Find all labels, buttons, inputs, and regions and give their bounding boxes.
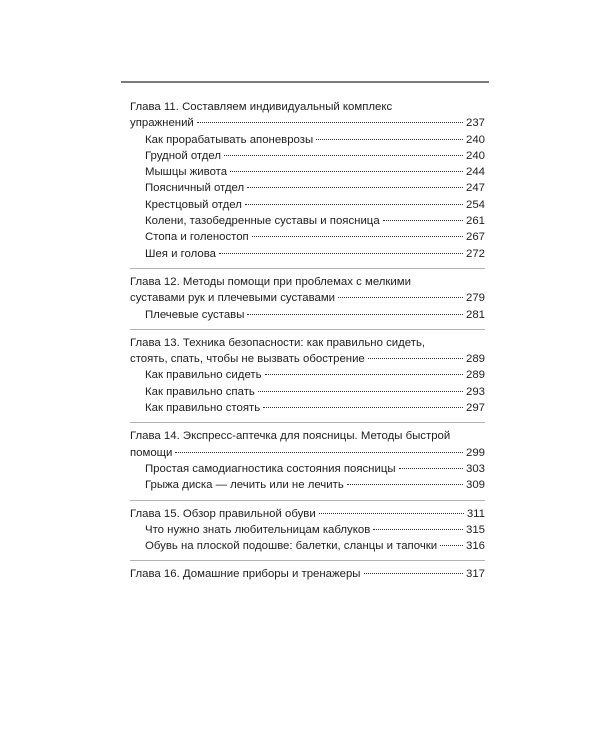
dot-leader <box>338 297 463 298</box>
section-page-number: 247 <box>465 182 485 195</box>
dot-leader <box>265 374 463 375</box>
section-page-number: 297 <box>465 402 485 415</box>
chapter-entry <box>130 566 485 588</box>
table-of-contents <box>130 99 485 594</box>
section-title: Как прорабатывать апоневрозы <box>145 133 314 146</box>
section-entry <box>130 164 485 180</box>
chapter-title-line: Глава 14. Экспресс-аптечка для поясницы. Методы быстрой <box>130 430 451 443</box>
section-title: Поясничный отдел <box>145 182 245 195</box>
chapter-title-row <box>130 566 485 582</box>
chapter-title-row <box>130 115 485 131</box>
dot-leader <box>263 407 463 408</box>
section-page-number: 289 <box>465 369 485 382</box>
chapter-title: упражнений <box>130 117 194 130</box>
section-entry <box>130 400 485 416</box>
section-entry <box>130 180 485 196</box>
dot-leader <box>197 122 463 123</box>
section-entry <box>130 307 485 323</box>
chapter-title: стоять, спать, чтобы не вызвать обострение <box>130 353 365 366</box>
section-entry <box>130 246 485 262</box>
dot-leader <box>347 484 463 485</box>
dot-leader <box>219 253 463 254</box>
section-entry <box>130 229 485 245</box>
section-entry <box>130 132 485 148</box>
section-page-number: 240 <box>465 149 485 162</box>
dot-leader <box>245 204 463 205</box>
section-title: Что нужно знать любительницам каблуков <box>145 523 371 536</box>
chapter-entry <box>130 99 485 269</box>
section-title: Как правильно спать <box>145 385 255 398</box>
section-title: Крестцовый отдел <box>145 198 242 211</box>
section-title: Как правильно сидеть <box>145 369 262 382</box>
section-page-number: 309 <box>465 479 485 492</box>
chapter-title: суставами рук и плечевыми суставами <box>130 292 336 305</box>
dot-leader <box>258 391 463 392</box>
section-entry <box>130 197 485 213</box>
section-title: Как правильно стоять <box>145 402 261 415</box>
top-rule <box>121 81 489 83</box>
section-page-number: 303 <box>465 462 485 475</box>
chapter-entry <box>130 506 485 562</box>
dot-leader <box>252 236 463 237</box>
section-title: Стопа и голеностоп <box>145 231 249 244</box>
section-page-number: 267 <box>465 231 485 244</box>
dot-leader <box>224 155 463 156</box>
chapter-page-number: 289 <box>465 353 485 366</box>
section-title: Мышцы живота <box>145 166 228 179</box>
chapter-title-row <box>130 506 485 522</box>
section-entry <box>130 384 485 400</box>
chapter-title-row <box>130 445 485 461</box>
section-title: Колени, тазобедренные суставы и поясница <box>145 215 380 228</box>
section-title: Грудной отдел <box>145 149 222 162</box>
chapter-title-line: Глава 12. Методы помощи при проблемах с мелкими <box>130 275 411 288</box>
section-page-number: 254 <box>465 198 485 211</box>
chapter-entry <box>130 335 485 423</box>
dot-leader <box>440 545 463 546</box>
chapter-entry <box>130 274 485 330</box>
section-entry <box>130 477 485 493</box>
section-title: Шея и голова <box>145 247 216 260</box>
dot-leader <box>364 573 463 574</box>
chapter-title-line: Глава 11. Составляем индивидуальный комплекс <box>130 101 393 113</box>
section-page-number: 272 <box>465 247 485 260</box>
chapter-page-number: 299 <box>465 446 485 459</box>
section-page-number: 315 <box>465 523 485 536</box>
section-entry <box>130 213 485 229</box>
dot-leader <box>316 139 463 140</box>
section-title: Обувь на плоской подошве: балетки, сланцы и тапочки <box>145 540 438 553</box>
section-title: Простая самодиагностика состояния поясницы <box>145 462 396 475</box>
dot-leader <box>175 452 463 453</box>
dot-leader <box>319 513 464 514</box>
dot-leader <box>368 358 463 359</box>
dot-leader <box>399 468 463 469</box>
section-title: Грыжа диска — лечить или не лечить <box>145 479 344 492</box>
chapter-title: Глава 15. Обзор правильной обуви <box>130 507 316 520</box>
dot-leader <box>230 171 463 172</box>
chapter-page-number: 311 <box>466 507 485 520</box>
chapter-title-line: Глава 13. Техника безопасности: как правильно сидеть, <box>130 336 426 349</box>
chapter-title: Глава 16. Домашние приборы и тренажеры <box>130 568 361 581</box>
dot-leader <box>373 529 463 530</box>
dot-leader <box>383 220 463 221</box>
section-entry <box>130 367 485 383</box>
section-entry <box>130 522 485 538</box>
section-entry <box>130 148 485 164</box>
section-page-number: 316 <box>465 540 485 553</box>
section-page-number: 281 <box>465 308 485 321</box>
dot-leader <box>247 314 463 315</box>
chapter-title-row <box>130 290 485 306</box>
section-page-number: 261 <box>465 215 485 228</box>
chapter-page-number: 317 <box>465 568 485 581</box>
section-entry <box>130 538 485 554</box>
section-page-number: 244 <box>465 166 485 179</box>
chapter-page-number: 279 <box>465 292 485 305</box>
section-page-number: 240 <box>465 133 485 146</box>
section-page-number: 293 <box>465 385 485 398</box>
chapter-title-row <box>130 351 485 367</box>
chapter-entry <box>130 428 485 500</box>
chapter-page-number: 237 <box>465 117 485 130</box>
dot-leader <box>247 187 463 188</box>
section-title: Плечевые суставы <box>145 308 245 321</box>
section-entry <box>130 461 485 477</box>
chapter-title: помощи <box>130 446 173 459</box>
